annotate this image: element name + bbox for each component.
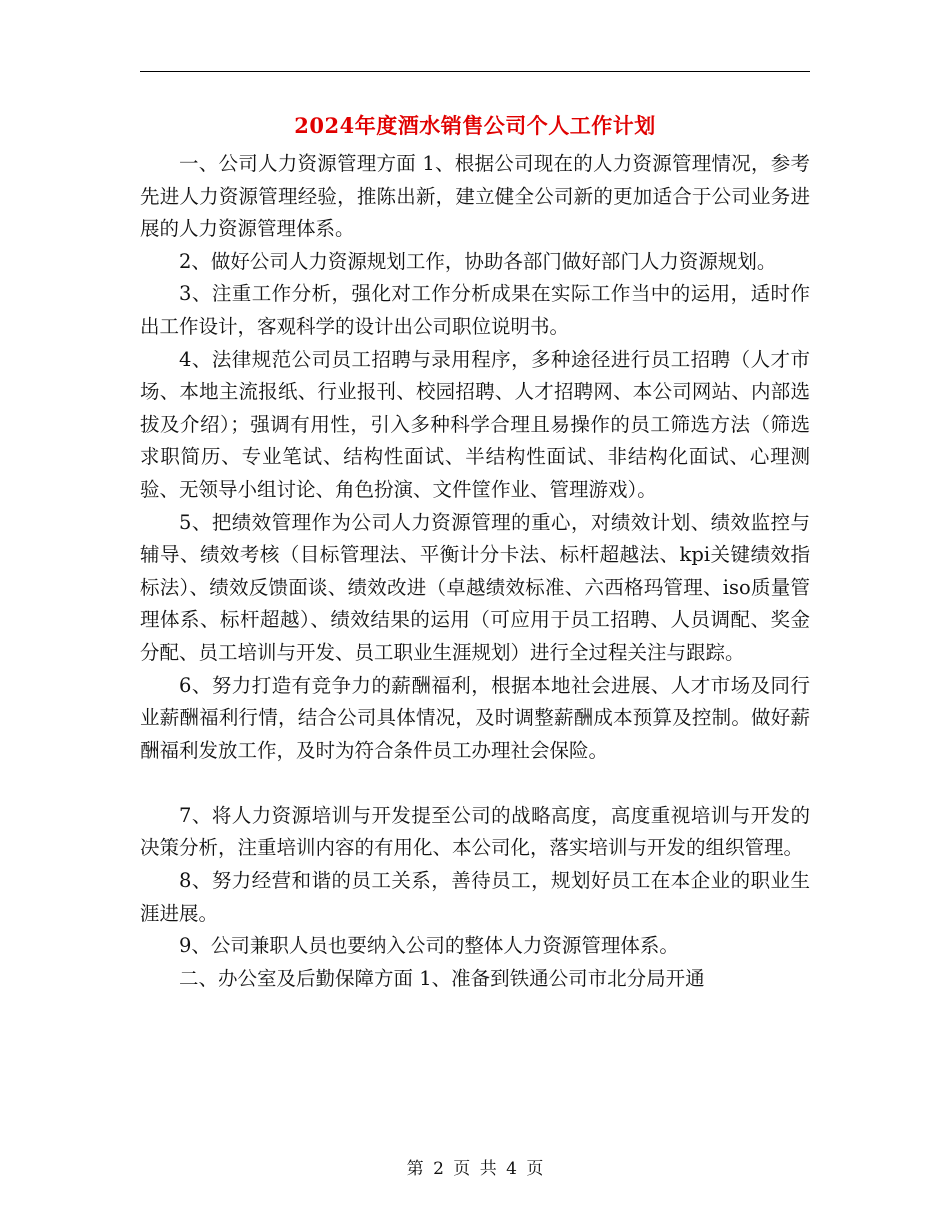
paragraph-2: 2、做好公司人力资源规划工作，协助各部门做好部门人力资源规划。 [179, 249, 777, 273]
paragraph-9: 9、公司兼职人员也要纳入公司的整体人力资源管理体系。 [179, 934, 679, 958]
paragraph-1: 一、公司人力资源管理方面 1、根据公司现在的人力资源管理情况，参考先进人力资源管理经验，推陈出新，建立健全公司新的更加适合于公司业务进展的人力资源管理体系。 [140, 152, 810, 241]
paragraph-7: 7、将人力资源培训与开发提至公司的战略高度，高度重视培训与开发的决策分析，注重培训内容的有用化、本公司化，落实培训与开发的组织管理。 [140, 803, 810, 860]
header-rule [140, 71, 810, 72]
paragraph-10: 二、办公室及后勤保障方面 1、准备到铁通公司市北分局开通 [179, 966, 705, 990]
page-footer: 第 2 页 共 4 页 [406, 1159, 544, 1179]
paragraph-5: 5、把绩效管理作为公司人力资源管理的重心，对绩效计划、绩效监控与辅导、绩效考核（目标管理法、平衡计分卡法、标杆超越法、kpi关键绩效指标法）、绩效反馈面谈、绩效改进（卓越绩效标准、六西格玛管理、iso质量管理体系、标杆超越）、绩效结果的运用（可应用于员工招聘、人员调配、奖金分配、员工培训与开发、员工职业生涯规划）进行全过程关注与跟踪。 [140, 510, 810, 664]
paragraph-3: 3、注重工作分析，强化对工作分析成果在实际工作当中的运用，适时作出工作设计，客观科学的设计出公司职位说明书。 [140, 282, 810, 338]
document-title: 2024年度酒水销售公司个人工作计划 [294, 113, 656, 138]
paragraph-6: 6、努力打造有竞争力的薪酬福利，根据本地社会进展、人才市场及同行业薪酬福利行情，结合公司具体情况，及时调整薪酬成本预算及控制。做好薪酬福利发放工作，及时为符合条件员工办理社会保险。 [140, 673, 810, 762]
paragraph-4: 4、法律规范公司员工招聘与录用程序，多种途径进行员工招聘（人才市场、本地主流报纸、行业报刊、校园招聘、人才招聘网、本公司网站、内部选拔及介绍）；强调有用性，引入多种科学合理且易操作的员工筛选方法（筛选求职简历、专业笔试、结构性面试、半结构性面试、非结构化面试、心理测验、无领导小组讨论、角色扮演、文件筐作业、管理游戏）。 [140, 347, 810, 501]
document-body [140, 148, 810, 995]
paragraph-8: 8、努力经营和谐的员工关系，善待员工，规划好员工在本企业的职业生涯进展。 [140, 869, 810, 925]
